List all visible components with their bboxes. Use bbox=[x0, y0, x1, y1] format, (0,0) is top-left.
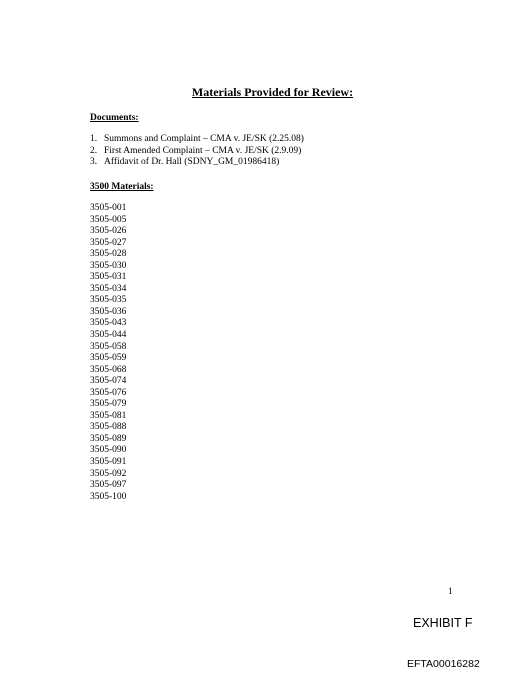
list-item: 3505-068 bbox=[90, 364, 127, 375]
bates-number: EFTA00016282 bbox=[407, 658, 480, 670]
list-item: 3505-092 bbox=[90, 468, 127, 479]
list-item: 3505-079 bbox=[90, 399, 127, 410]
list-item-text: Affidavit of Dr. Hall (SDNY_GM_01986418) bbox=[104, 157, 280, 167]
list-item: 3505-100 bbox=[90, 491, 127, 502]
list-item bbox=[90, 146, 304, 158]
list-item-number: 2. bbox=[90, 145, 98, 156]
list-item: 3505-036 bbox=[90, 306, 127, 317]
list-item-text: Summons and Complaint – CMA v. JE/SK (2.25.08) bbox=[104, 134, 304, 144]
list-item: 3505-044 bbox=[90, 330, 127, 341]
list-item: 3505-005 bbox=[90, 214, 127, 225]
documents-list bbox=[90, 134, 304, 169]
list-item: 3505-097 bbox=[90, 480, 127, 491]
list-item: 3505-035 bbox=[90, 295, 127, 306]
documents-heading: Documents: bbox=[90, 113, 139, 123]
list-item: 3505-089 bbox=[90, 433, 127, 444]
list-item-number: 1. bbox=[90, 134, 98, 144]
list-item: 3505-074 bbox=[90, 376, 127, 387]
list-item: 3505-030 bbox=[90, 260, 127, 271]
list-item: 3505-043 bbox=[90, 318, 127, 329]
list-item-number: 3. bbox=[90, 157, 98, 167]
list-item: 3505-031 bbox=[90, 272, 127, 283]
page-number: 1 bbox=[448, 587, 453, 597]
materials-list bbox=[90, 203, 126, 503]
list-item: 3505-058 bbox=[90, 341, 127, 352]
list-item: 3505-076 bbox=[90, 387, 127, 398]
exhibit-label: EXHIBIT F bbox=[413, 616, 473, 630]
materials-heading: 3500 Materials: bbox=[90, 182, 154, 192]
list-item: 3505-001 bbox=[90, 203, 127, 213]
list-item: 3505-091 bbox=[90, 457, 127, 468]
list-item bbox=[90, 134, 304, 146]
list-item: 3505-088 bbox=[90, 422, 127, 433]
list-item: 3505-028 bbox=[90, 249, 127, 260]
list-item: 3505-027 bbox=[90, 237, 127, 248]
list-item-text: First Amended Complaint – CMA v. JE/SK (2.9.09) bbox=[104, 145, 302, 156]
list-item bbox=[90, 157, 304, 169]
list-item: 3505-034 bbox=[90, 283, 127, 294]
list-item: 3505-026 bbox=[90, 226, 127, 237]
list-item: 3505-090 bbox=[90, 445, 127, 456]
page-title: Materials Provided for Review: bbox=[191, 85, 354, 99]
list-item: 3505-081 bbox=[90, 410, 127, 421]
list-item: 3505-059 bbox=[90, 353, 127, 364]
